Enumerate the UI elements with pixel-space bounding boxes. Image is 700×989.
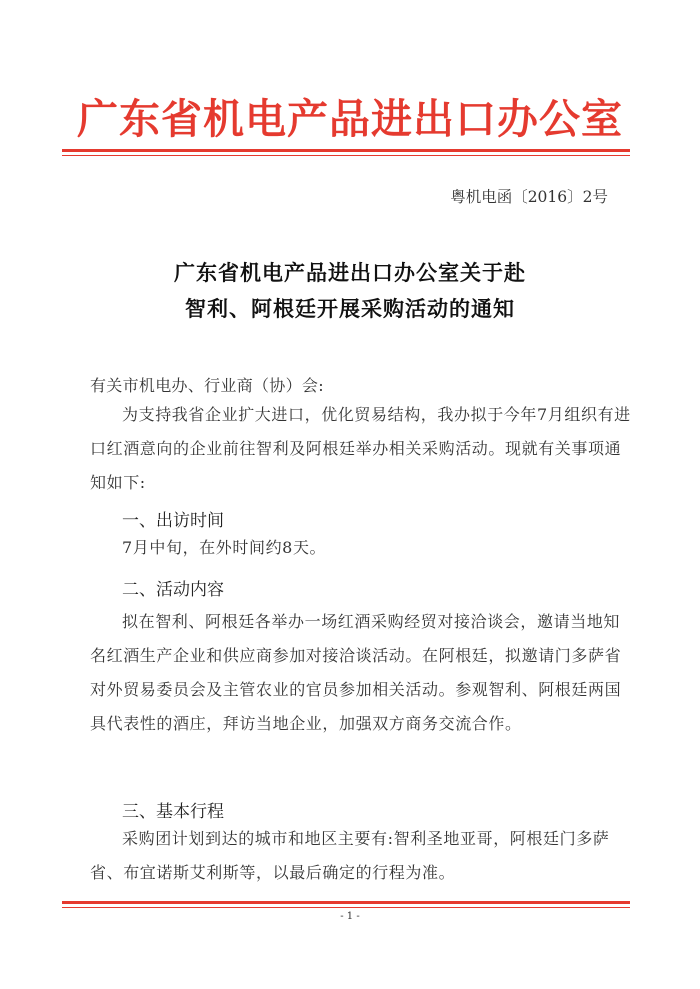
page-number: - 1 - bbox=[340, 911, 360, 922]
section-heading-visit-time: 一、出访时间 bbox=[122, 511, 224, 531]
section-body-itinerary: 采购团计划到达的城市和地区主要有:智利圣地亚哥，阿根廷门多萨省、布宜诺斯艾利斯等，以最后确定的行程为准。 bbox=[90, 829, 610, 882]
intro-paragraph: 为支持我省企业扩大进口，优化贸易结构，我办拟于今年7月组织有进口红酒意向的企业前往智利及阿根廷举办相关采购活动。现就有关事项通知如下: bbox=[90, 405, 631, 492]
section-heading-itinerary: 三、基本行程 bbox=[122, 802, 224, 822]
footer-divider-thin bbox=[62, 907, 630, 908]
letterhead-divider-thin bbox=[62, 155, 630, 156]
section-body-visit-time: 7月中旬，在外时间约8天。 bbox=[122, 538, 327, 557]
document-title-line-2: 智利、阿根廷开展采购活动的通知 bbox=[185, 296, 515, 321]
letterhead-divider-thick bbox=[62, 149, 630, 152]
section-heading-activities: 二、活动内容 bbox=[122, 580, 224, 600]
document-title-line-1: 广东省机电产品进出口办公室关于赴 bbox=[174, 260, 526, 285]
document-reference-number: 粤机电函〔2016〕2号 bbox=[450, 188, 608, 206]
letterhead-title: 广东省机电产品进出口办公室 bbox=[77, 95, 623, 143]
section-body-activities: 拟在智利、阿根廷各举办一场红酒采购经贸对接洽谈会，邀请当地知名红酒生产企业和供应商参加对接洽谈活动。在阿根廷，拟邀请门多萨省对外贸易委员会及主管农业的官员参加相关活动。参观智利、阿根廷两国具代表性的酒庄，拜访当地企业，加强双方商务交流合作。 bbox=[90, 612, 622, 733]
salutation: 有关市机电办、行业商（协）会: bbox=[90, 376, 324, 395]
footer-divider-thick bbox=[62, 901, 630, 904]
